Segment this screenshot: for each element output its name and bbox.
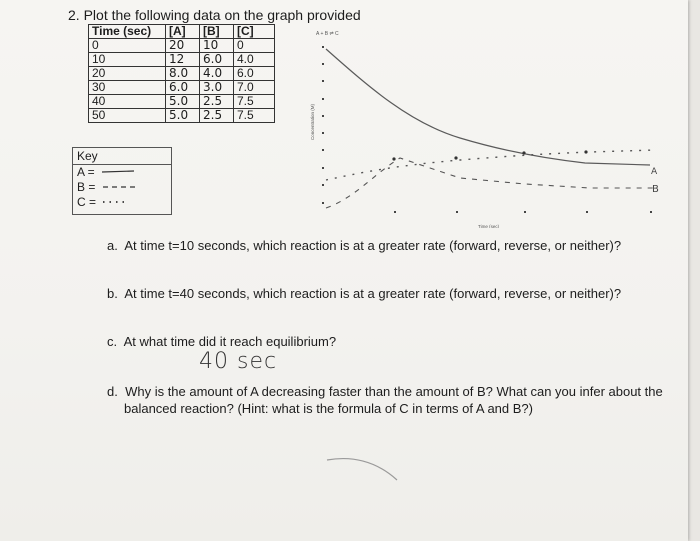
cell-c: 0 [234,39,275,53]
cell-c: 7.5 [234,109,275,123]
cell-b: 3.0 [200,81,234,95]
curve-b [326,158,655,208]
question-b [107,285,621,302]
key-row-b [73,180,171,195]
header-c: [C] [234,25,275,39]
cell-time: 30 [89,81,166,95]
cell-b: 10 [200,39,234,53]
cell-a: 12 [166,53,200,67]
question-2-heading [68,7,361,23]
curve-a [326,49,650,165]
cell-time: 50 [89,109,166,123]
cell-a: 5.0 [166,109,200,123]
question-c-text: At what time did it reach equilibrium? [123,334,337,349]
cell-b: 2.5 [200,95,234,109]
cell-a: 6.0 [166,81,200,95]
cell-a: 5.0 [166,95,200,109]
question-a [107,237,621,254]
question-a-letter: a. [107,238,118,253]
cell-b: 2.5 [200,109,234,123]
question-d [107,383,663,417]
question-d-letter: d. [107,384,118,399]
annotation-b: B [652,184,659,195]
table-row [89,67,275,81]
table-row [89,109,275,123]
key-row-a [73,165,171,180]
question-d-text-line2: balanced reaction? (Hint: what is the formula of C in terms of A and B?) [124,401,533,416]
graph-heading: A + B ⇌ C [316,31,339,37]
header-time: Time (sec) [89,25,166,39]
question-number: 2. [68,7,80,23]
cell-c: 6.0 [234,67,275,81]
table-row [89,81,275,95]
question-d-text-line1: Why is the amount of A decreasing faster than the amount of B? What can you infer about the [125,384,663,399]
graph-y-label: Concentration (M) [310,103,315,140]
cell-b: 6.0 [200,53,234,67]
pencil-scribble [325,450,405,490]
dotted-line-swatch [99,198,139,206]
cell-c: 4.0 [234,53,275,67]
key-label-b: B = [77,180,96,194]
annotation-a: A [651,167,658,177]
cell-time: 0 [89,39,166,53]
question-c-letter: c. [107,334,118,349]
concentration-graph [300,28,670,228]
y-axis-ticks [322,46,324,204]
answer-c-handwritten: 40 sec [199,349,278,374]
key-label-a: A = [77,165,95,179]
question-c [107,333,336,350]
header-b: [B] [200,25,234,39]
table-row [89,95,275,109]
cell-time: 20 [89,67,166,81]
cell-c: 7.5 [234,95,275,109]
dashed-line-swatch [99,183,139,191]
question-b-text: At time t=40 seconds, which reaction is at a greater rate (forward, reverse, or neither)? [124,286,622,301]
cell-c: 7.0 [234,81,275,95]
question-title: Plot the following data on the graph provided [83,7,361,23]
header-a: [A] [166,25,200,39]
cell-b: 4.0 [200,67,234,81]
graph-x-label: Time (sec) [478,224,500,228]
cell-time: 10 [89,53,166,67]
x-axis-ticks [394,211,652,213]
cell-time: 40 [89,95,166,109]
solid-line-swatch [98,168,138,176]
table-row [89,53,275,67]
data-table [88,24,275,123]
table-row [89,39,275,53]
question-b-letter: b. [107,286,118,301]
key-label-c: C = [77,195,97,209]
table-header-row [89,25,275,39]
cell-a: 20 [166,39,200,53]
question-a-text: At time t=10 seconds, which reaction is at a greater rate (forward, reverse, or neither)? [124,238,622,253]
key-row-c [73,195,171,210]
key-box [72,147,172,215]
key-title: Key [73,148,171,165]
cell-a: 8.0 [166,67,200,81]
